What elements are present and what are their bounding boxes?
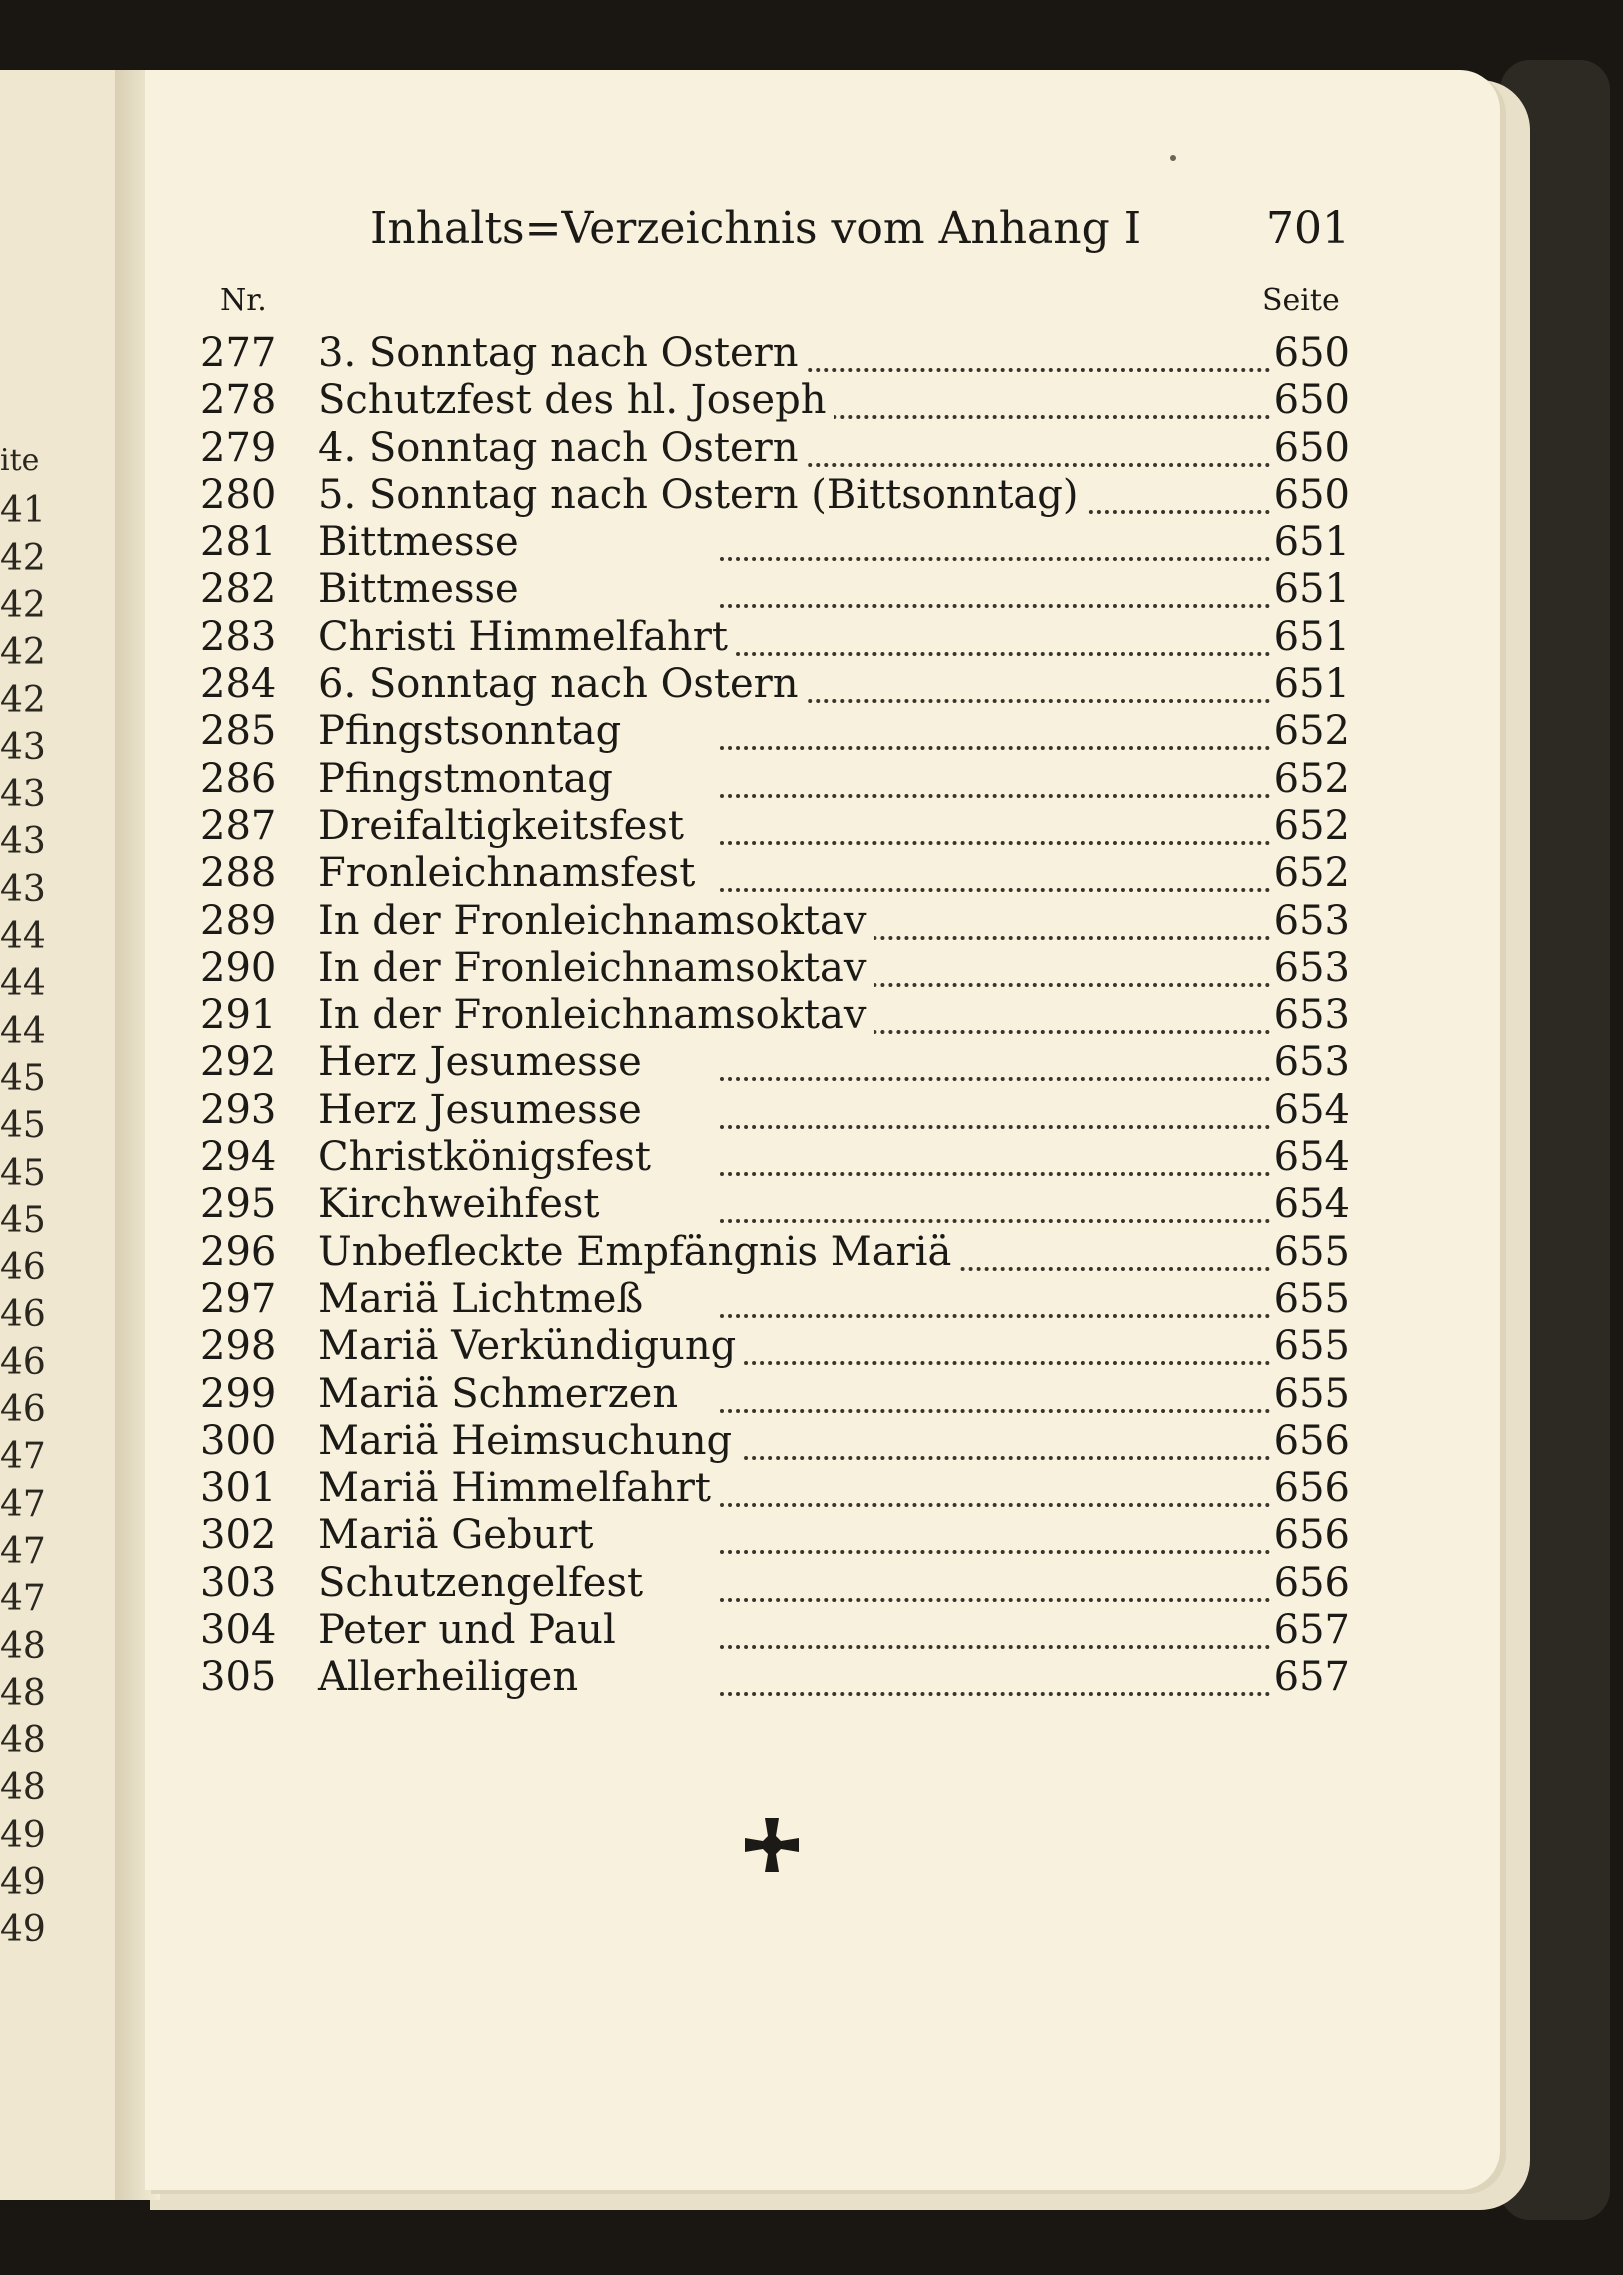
entry-number: 279: [200, 424, 277, 471]
toc-row: [200, 1181, 1350, 1228]
entry-number: 290: [200, 944, 277, 991]
left-page-number: 46: [0, 1341, 46, 1383]
left-page-number: 44: [0, 963, 46, 1005]
seite-column-label: Seite: [1262, 283, 1340, 318]
entry-page: 656: [1273, 1512, 1350, 1559]
entry-page: 655: [1273, 1228, 1350, 1275]
entry-page: 654: [1273, 1134, 1350, 1181]
left-page-number: 49: [0, 1862, 46, 1903]
left-page-number: 47: [0, 1436, 46, 1478]
entry-title: [318, 850, 703, 897]
toc-row: [200, 945, 1350, 992]
entry-title-text: 3. Sonntag nach Ostern: [318, 330, 807, 376]
toc-row: [200, 992, 1350, 1039]
entry-page: 656: [1273, 1465, 1350, 1512]
entry-title-text: Christi Himmelfahrt: [318, 614, 736, 660]
entry-number: 293: [200, 1086, 277, 1133]
left-page-number: 45: [0, 1199, 46, 1241]
entry-title: [318, 708, 629, 755]
dot-leader: [720, 1662, 1270, 1696]
entry-number: 281: [200, 519, 277, 566]
left-page-number: 42: [0, 584, 46, 626]
page-number: 701: [1266, 203, 1350, 254]
toc-row: [200, 850, 1350, 897]
left-page-number: 44: [0, 1010, 46, 1052]
toc-row: [200, 1323, 1350, 1370]
dot-leader: [720, 811, 1270, 845]
entry-number: 300: [200, 1417, 277, 1464]
dot-leader: [720, 574, 1270, 608]
toc-row: [200, 614, 1350, 661]
entry-page: 654: [1273, 1181, 1350, 1228]
entry-number: 303: [200, 1559, 277, 1606]
left-page-number: 45: [0, 1152, 46, 1194]
entry-title: [318, 566, 527, 613]
entry-title: [318, 1323, 744, 1370]
toc-row: [200, 1134, 1350, 1181]
entry-number: 305: [200, 1654, 277, 1701]
dot-leader: [720, 1426, 1270, 1460]
toc-row: [200, 425, 1350, 472]
entry-title-text: Mariä Himmelfahrt: [318, 1465, 719, 1511]
entry-title: [318, 898, 874, 945]
toc-row: [200, 1465, 1350, 1512]
toc-row: [200, 566, 1350, 613]
toc-row: [200, 1607, 1350, 1654]
entry-number: 291: [200, 992, 277, 1039]
entry-page: 656: [1273, 1417, 1350, 1464]
entry-title: [318, 1654, 586, 1701]
cross-icon: [745, 1818, 799, 1872]
entry-title-text: Schutzfest des hl. Joseph: [318, 377, 834, 423]
entry-page: 653: [1273, 944, 1350, 991]
entry-title: [318, 1276, 651, 1323]
entry-title: [318, 330, 807, 377]
toc-row: [200, 1512, 1350, 1559]
left-page-number: 42: [0, 679, 46, 721]
left-page-number: 43: [0, 868, 46, 910]
entry-title: [318, 1181, 608, 1228]
entry-number: 284: [200, 661, 277, 708]
toc-row: [200, 756, 1350, 803]
left-page-number: 48: [0, 1720, 46, 1762]
left-page-number: 48: [0, 1625, 46, 1667]
entry-title: [318, 661, 807, 708]
dot-leader: [720, 1189, 1270, 1223]
entry-page: 651: [1273, 661, 1350, 708]
left-page-number: 42: [0, 632, 46, 674]
entry-title: [318, 1607, 624, 1654]
entry-title: [318, 1418, 740, 1465]
entry-number: 287: [200, 802, 277, 849]
entry-page: 652: [1273, 755, 1350, 802]
left-page-number: 46: [0, 1389, 46, 1430]
left-page-number: 47: [0, 1530, 46, 1572]
left-page-number: 47: [0, 1578, 46, 1620]
entry-title-text: Herz Jesumesse: [318, 1087, 650, 1133]
entry-title: [318, 472, 1087, 519]
entry-title: [318, 1371, 686, 1418]
left-page-number: 43: [0, 726, 46, 768]
dot-leader: [720, 1142, 1270, 1176]
entry-number: 278: [200, 377, 277, 424]
page-header: [370, 203, 1350, 263]
dot-leader: [720, 1473, 1270, 1507]
entry-page: 654: [1273, 1086, 1350, 1133]
entry-page: 651: [1273, 566, 1350, 613]
entry-title-text: In der Fronleichnamsoktav: [318, 992, 874, 1038]
toc-row: [200, 803, 1350, 850]
entry-title-text: Peter und Paul: [318, 1607, 624, 1653]
toc-row: [200, 708, 1350, 755]
entry-title-text: Fronleichnamsfest: [318, 850, 703, 896]
entry-number: 302: [200, 1512, 277, 1559]
dot-leader: [720, 1047, 1270, 1081]
entry-number: 295: [200, 1181, 277, 1228]
entry-title-text: Bittmesse: [318, 519, 527, 565]
entry-title-text: Pfingstmontag: [318, 756, 621, 802]
left-page-number: 47: [0, 1483, 46, 1525]
dot-leader: [720, 1379, 1270, 1413]
entry-title-text: Herz Jesumesse: [318, 1039, 650, 1085]
left-page-number: 49: [0, 1814, 46, 1856]
entry-number: 294: [200, 1134, 277, 1181]
entry-page: 657: [1273, 1654, 1350, 1701]
toc-row: [200, 898, 1350, 945]
left-page-number: 45: [0, 1057, 46, 1099]
entry-title: [318, 425, 807, 472]
entry-title-text: In der Fronleichnamsoktav: [318, 945, 874, 991]
entry-page: 653: [1273, 897, 1350, 944]
toc-row: [200, 519, 1350, 566]
entry-title: [318, 992, 874, 1039]
dot-leader: [720, 1095, 1270, 1129]
entry-title: [318, 1087, 650, 1134]
entry-number: 296: [200, 1228, 277, 1275]
page-title: Inhalts=Verzeichnis vom Anhang I: [370, 203, 1142, 254]
entry-title: [318, 945, 874, 992]
entry-title: [318, 614, 736, 661]
left-page-number: 42: [0, 537, 46, 579]
entry-number: 304: [200, 1607, 277, 1654]
entry-title: [318, 1560, 651, 1607]
binding-dot: [1170, 155, 1176, 161]
entry-title-text: Mariä Verkündigung: [318, 1323, 744, 1369]
entry-page: 651: [1273, 519, 1350, 566]
entry-number: 297: [200, 1275, 277, 1322]
entry-page: 655: [1273, 1275, 1350, 1322]
entry-title-text: Christkönigsfest: [318, 1134, 659, 1180]
toc-row: [200, 472, 1350, 519]
entry-page: 653: [1273, 992, 1350, 1039]
entry-title: [318, 1039, 650, 1086]
left-page-number: ite: [0, 443, 40, 478]
entry-title: [318, 756, 621, 803]
entry-title-text: Mariä Geburt: [318, 1512, 601, 1558]
entry-number: 285: [200, 708, 277, 755]
left-page-number: 46: [0, 1294, 46, 1336]
dot-leader: [720, 1331, 1270, 1365]
left-page-number: 43: [0, 774, 46, 816]
entry-title-text: Allerheiligen: [318, 1654, 586, 1700]
left-page-number: 48: [0, 1672, 46, 1714]
entry-page: 650: [1273, 471, 1350, 518]
entry-page: 651: [1273, 613, 1350, 660]
entry-title-text: Pfingstsonntag: [318, 708, 629, 754]
dot-leader: [720, 1615, 1270, 1649]
entry-title-text: Schutzengelfest: [318, 1560, 651, 1606]
left-page-number: 43: [0, 821, 46, 863]
entry-page: 652: [1273, 708, 1350, 755]
dot-leader: [720, 527, 1270, 561]
toc-row: [200, 330, 1350, 377]
toc-row: [200, 1276, 1350, 1323]
left-page-number: 41: [0, 490, 46, 532]
toc-row: [200, 1560, 1350, 1607]
entry-page: 650: [1273, 330, 1350, 376]
entry-title: [318, 1512, 601, 1559]
entry-title-text: Mariä Schmerzen: [318, 1371, 686, 1417]
toc-row: [200, 1371, 1350, 1418]
entry-page: 652: [1273, 802, 1350, 849]
toc-row: [200, 1229, 1350, 1276]
entry-number: 280: [200, 471, 277, 518]
dot-leader: [720, 622, 1270, 656]
toc-row: [200, 1087, 1350, 1134]
entry-number: 298: [200, 1323, 277, 1370]
entry-title-text: 4. Sonntag nach Ostern: [318, 425, 807, 471]
entry-title-text: Mariä Heimsuchung: [318, 1418, 740, 1464]
entry-page: 656: [1273, 1559, 1350, 1606]
entry-title: [318, 1465, 719, 1512]
entry-title-text: 6. Sonntag nach Ostern: [318, 661, 807, 707]
entry-number: 289: [200, 897, 277, 944]
left-page-number: 48: [0, 1767, 46, 1809]
dot-leader: [720, 764, 1270, 798]
entry-number: 286: [200, 755, 277, 802]
entry-number: 288: [200, 850, 277, 897]
entry-number: 283: [200, 613, 277, 660]
left-page-number: 49: [0, 1909, 46, 1951]
entry-page: 653: [1273, 1039, 1350, 1086]
entry-number: 282: [200, 566, 277, 613]
left-page-number: 46: [0, 1247, 46, 1289]
nr-column-label: Nr.: [220, 283, 267, 318]
entry-title: [318, 803, 692, 850]
entry-title-text: Bittmesse: [318, 566, 527, 612]
dot-leader: [720, 1568, 1270, 1602]
entry-page: 650: [1273, 377, 1350, 424]
entry-title: [318, 519, 527, 566]
toc-row: [200, 661, 1350, 708]
entry-title-text: Dreifaltigkeitsfest: [318, 803, 692, 849]
entry-title-text: Kirchweihfest: [318, 1181, 608, 1227]
toc-row: [200, 1039, 1350, 1086]
entry-title-text: In der Fronleichnamsoktav: [318, 898, 874, 944]
entry-page: 652: [1273, 850, 1350, 897]
entry-number: 277: [200, 330, 277, 376]
toc-row: [200, 1418, 1350, 1465]
entry-page: 655: [1273, 1370, 1350, 1417]
entry-title: [318, 1229, 959, 1276]
entry-title-text: Unbefleckte Empfängnis Mariä: [318, 1229, 959, 1275]
entry-page: 657: [1273, 1607, 1350, 1654]
left-page-number: 44: [0, 916, 46, 957]
toc-row: [200, 1654, 1350, 1701]
entry-title-text: 5. Sonntag nach Ostern (Bittsonntag): [318, 472, 1087, 518]
entry-title: [318, 377, 834, 424]
dot-leader: [720, 716, 1270, 750]
entry-page: 655: [1273, 1323, 1350, 1370]
entry-title-text: Mariä Lichtmeß: [318, 1276, 651, 1322]
left-page-number: 45: [0, 1105, 46, 1147]
entry-number: 301: [200, 1465, 277, 1512]
toc-row: [200, 377, 1350, 424]
toc-entries: [200, 330, 1350, 1702]
entry-number: 292: [200, 1039, 277, 1086]
entry-page: 650: [1273, 424, 1350, 471]
dot-leader: [720, 1520, 1270, 1554]
entry-number: 299: [200, 1370, 277, 1417]
dot-leader: [720, 1284, 1270, 1318]
entry-title: [318, 1134, 659, 1181]
dot-leader: [720, 858, 1270, 892]
